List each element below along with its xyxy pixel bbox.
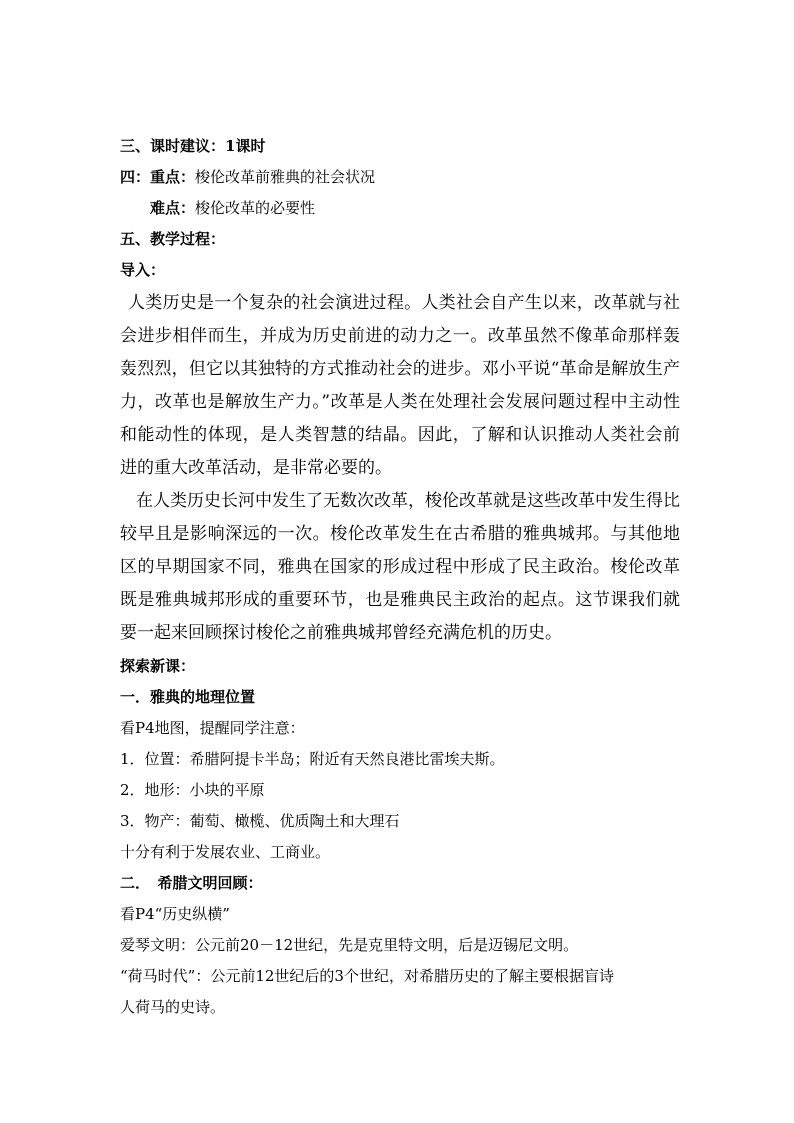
document-body bbox=[120, 131, 680, 1023]
aegean-civilization: 爱琴文明：公元前20－12世纪，先是克里特文明，后是迈锡尼文明。 bbox=[120, 936, 579, 954]
geography-note: 看P4地图，提醒同学注意： bbox=[120, 719, 305, 737]
civilization-heading: 二． 希腊文明回顾： bbox=[120, 874, 263, 892]
geography-heading: 一．雅典的地理位置 bbox=[120, 688, 256, 706]
geography-item-products: 3．物产：葡萄、橄榄、优质陶土和大理石 bbox=[120, 812, 400, 830]
section-four-label: 四： bbox=[120, 168, 151, 186]
civilization-note: 看P4“历史纵横” bbox=[120, 905, 230, 923]
homer-era-line-1: “荷马时代”：公元前12世纪后的3个世纪，对希腊历史的了解主要根据盲诗 bbox=[120, 967, 614, 985]
intro-paragraph-1: 人类历史是一个复杂的社会演进过程。人类社会自产生以来，改革就与社会进步相伴而生，并成为历史前进的动力之一。改革虽然不像革命那样轰轰烈烈，但它以其独特的方式推动社会的进步。邓小平说“革命是解放生产力，改革也是解放生产力。”改革是人类在处理社会发展问题过程中主动性和能动性的体现，是人类智慧的结晶。因此，了解和认识推动人类社会前进的重大改革活动，是非常必要的。 bbox=[120, 293, 680, 478]
section-three-value: 1课时 bbox=[225, 137, 266, 155]
key-point-value: 梭伦改革前雅典的社会状况 bbox=[195, 168, 376, 186]
intro-paragraph-2: 在人类历史长河中发生了无数次改革，梭伦改革就是这些改革中发生得比较早且是影响深远的一次。梭伦改革发生在古希腊的雅典城邦。与其他地区的早期国家不同，雅典在国家的形成过程中形成了民主政治。梭伦改革既是雅典城邦形成的重要环节，也是雅典民主政治的起点。这节课我们就要一起来回顾探讨梭伦之前雅典城邦曾经充满危机的历史。 bbox=[120, 491, 680, 643]
section-four bbox=[120, 162, 680, 193]
difficulty-line bbox=[120, 193, 680, 224]
intro-heading: 导入： bbox=[120, 261, 166, 279]
difficulty-value: 梭伦改革的必要性 bbox=[195, 199, 316, 217]
geography-summary: 十分有利于发展农业、工商业。 bbox=[120, 843, 331, 861]
section-three bbox=[120, 131, 680, 162]
homer-era-line-2: 人荷马的史诗。 bbox=[120, 998, 226, 1016]
difficulty-label: 难点： bbox=[150, 199, 196, 217]
geography-item-location: 1．位置：希腊阿提卡半岛；附近有天然良港比雷埃夫斯。 bbox=[120, 750, 505, 768]
key-point-label: 重点： bbox=[150, 168, 196, 186]
explore-heading: 探索新课： bbox=[120, 657, 196, 675]
geography-item-terrain: 2．地形：小块的平原 bbox=[120, 781, 265, 799]
section-three-label: 三、课时建议： bbox=[120, 137, 226, 155]
section-five-heading: 五、教学过程： bbox=[120, 230, 226, 248]
